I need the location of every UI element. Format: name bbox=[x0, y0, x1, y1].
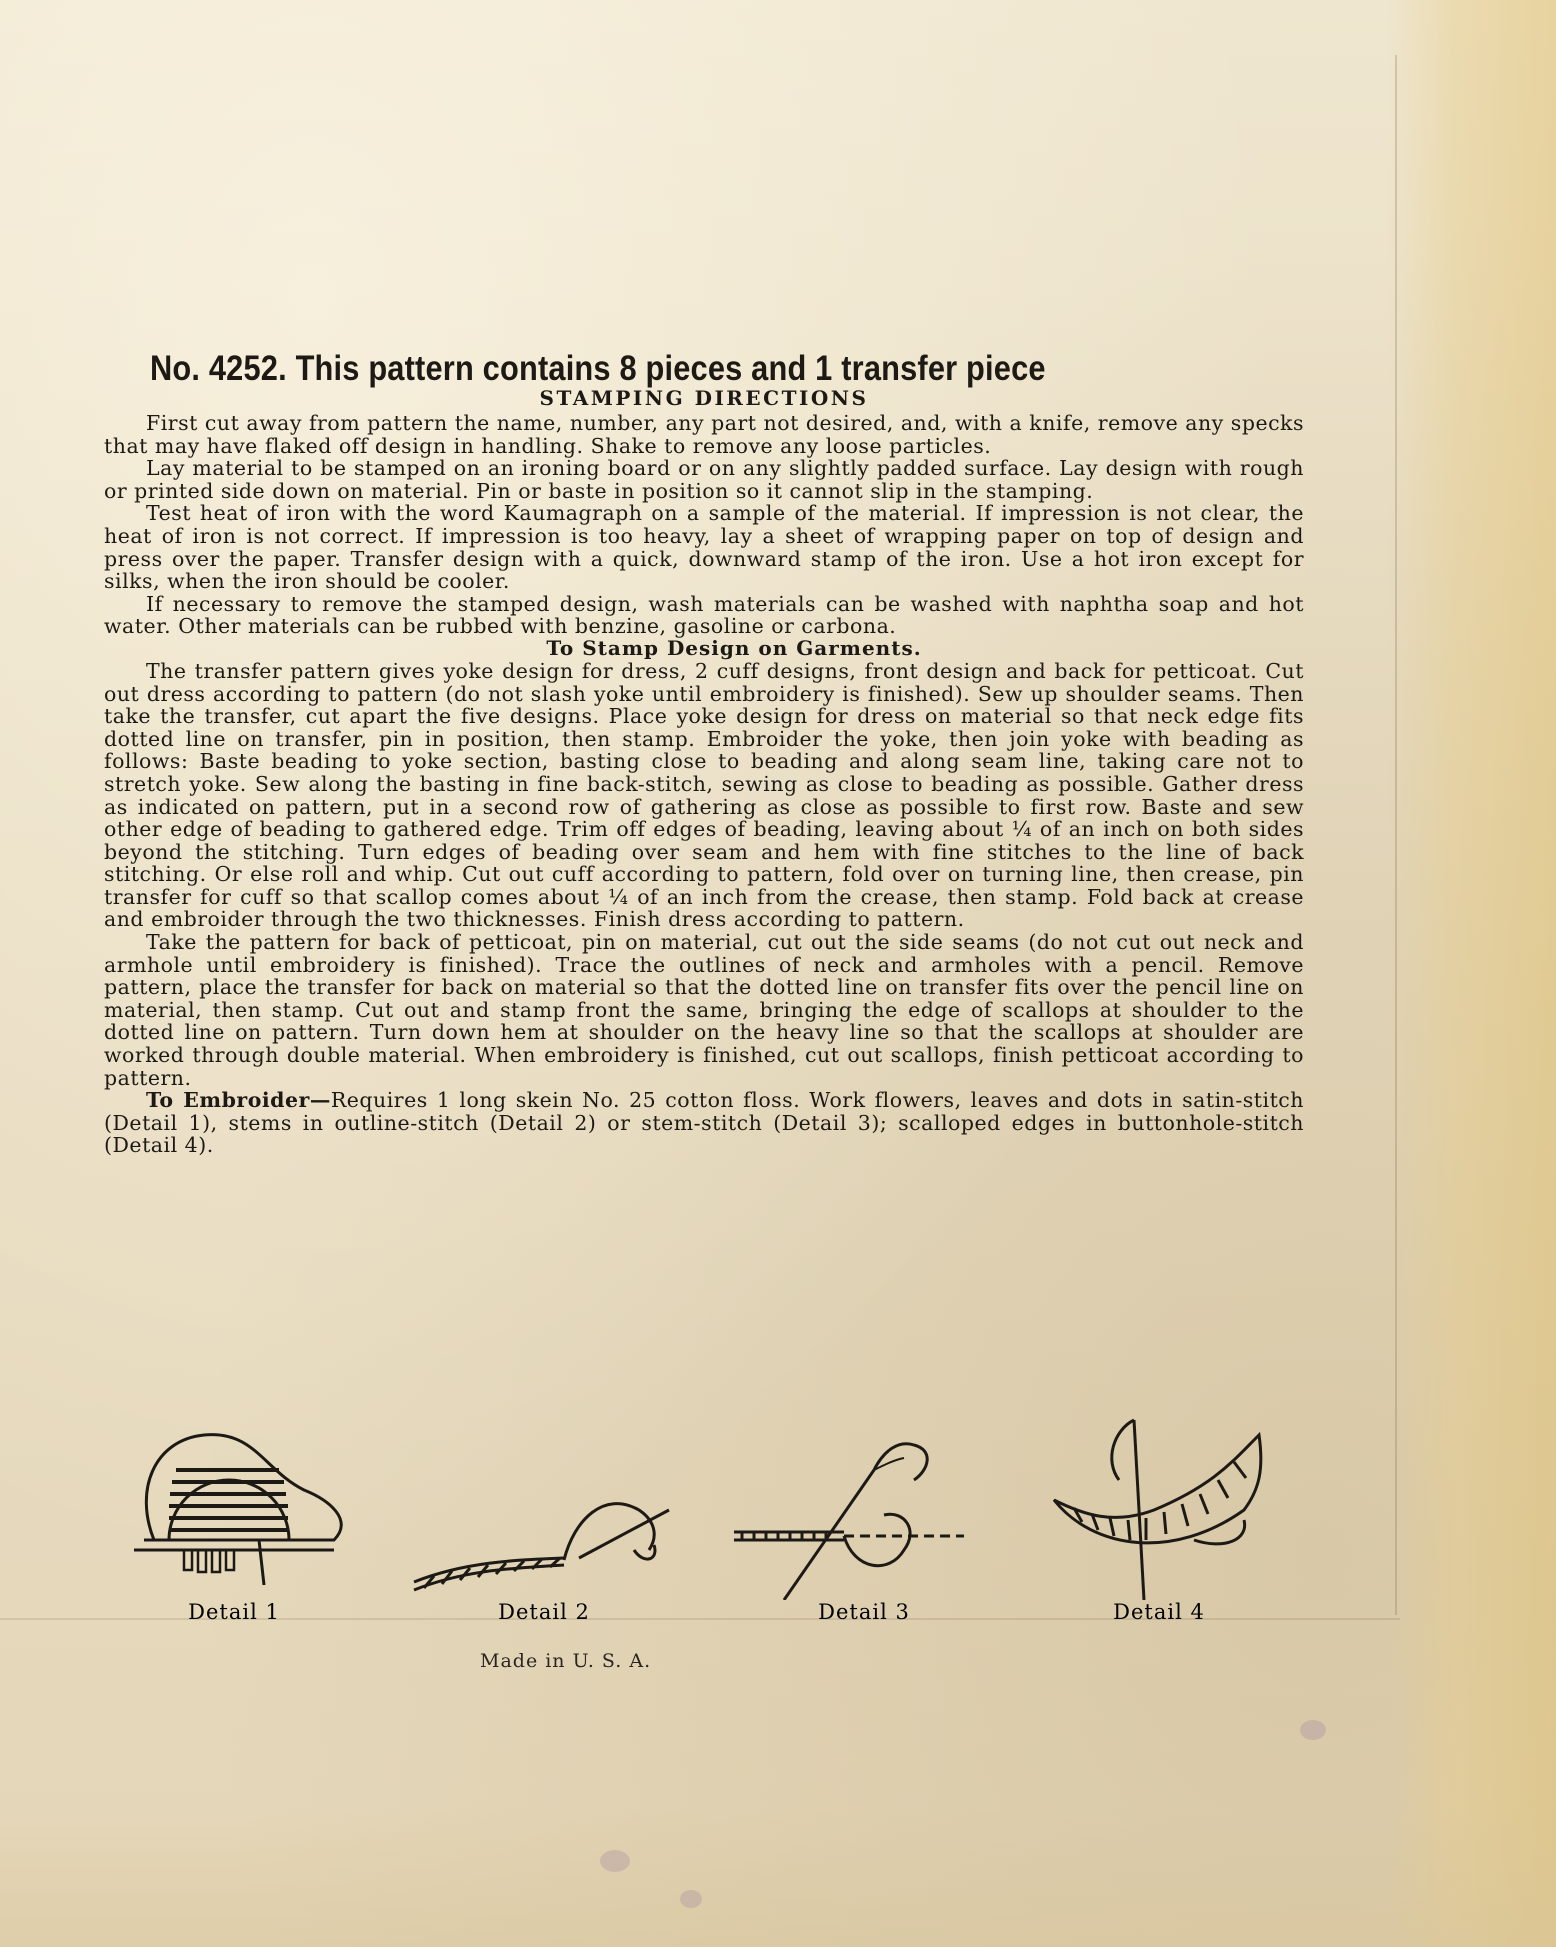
detail-2-label: Detail 2 bbox=[498, 1600, 590, 1624]
fold-line-vertical bbox=[1395, 55, 1397, 1615]
detail-3-label: Detail 3 bbox=[818, 1600, 910, 1624]
bottom-edge-wear bbox=[0, 1807, 1556, 1947]
paragraph-cut-away: First cut away from pattern the name, number, any part not desired, and, with a knife, remove any specks that may have flaked off design in handling. Shake to remove any loose particles. bbox=[104, 411, 1304, 458]
satin-stitch-icon bbox=[114, 1400, 354, 1600]
stitch-details bbox=[104, 1400, 1304, 1660]
stamp-on-garments-heading: To Stamp Design on Garments. bbox=[546, 635, 922, 660]
paragraph-petticoat: Take the pattern for back of petticoat, pin on material, cut out the side seams (do not cut out neck and armhole until embroidery is finished). Trace the outlines of neck and armholes with a pencil. Remove pattern, place the transfer for back on material so that the dotted line on transfer fits over the pencil line on material, then stamp. Cut out and stamp front the same, bringing the edge of scallops at shoulder to the dotted line on pattern. Turn down hem at shoulder on the heavy line so that the scallops at shoulder are worked through double material. When embroidery is finished, cut out scallops, finish petticoat according to pattern. bbox=[104, 930, 1304, 1090]
embroider-text: Requires 1 long skein No. 25 cotton floss. Work flowers, leaves and dots in satin-stitch (Detail 1), stems in outline-stitch (Detail 2) or stem-stitch (Detail 3); scalloped edges in buttonhole-stitch (Detail 4). bbox=[104, 1088, 1304, 1158]
paragraph-remove-design: If necessary to remove the stamped design, wash materials can be washed with naphtha soap and hot water. Other materials can be rubbed with benzine, gasoline or carbona. bbox=[104, 591, 1304, 639]
buttonhole-stitch-icon bbox=[1034, 1400, 1284, 1600]
stem-stitch-icon bbox=[734, 1400, 994, 1600]
pattern-title: No. 4252. This pattern contains 8 pieces and 1 transfer piece bbox=[150, 349, 1046, 388]
embroider-label: To Embroider— bbox=[146, 1088, 331, 1113]
paragraph-lay-material: Lay material to be stamped on an ironing board or on any slightly padded surface. Lay design with rough or printed side down on material. Pin or baste in position so it cannot slip in the stamping. bbox=[104, 456, 1304, 503]
outline-stitch-icon bbox=[404, 1400, 684, 1600]
instructions-text bbox=[104, 348, 1304, 1157]
made-in-usa: Made in U. S. A. bbox=[480, 1650, 652, 1672]
paragraph-test-heat: Test heat of iron with the word Kaumagraph on a sample of the material. If impression is not clear, the heat of iron is not correct. If impression is too heavy, lay a sheet of wrapping paper on top of design and press over the paper. Transfer design with a quick, downward stamp of the iron. Use a hot iron except for silks, when the iron should be cooler. bbox=[104, 501, 1304, 594]
ink-stain bbox=[680, 1890, 702, 1908]
tape-stain bbox=[1386, 0, 1556, 1947]
detail-1-label: Detail 1 bbox=[188, 1600, 280, 1624]
ink-stain bbox=[600, 1850, 630, 1872]
paragraph-embroider bbox=[104, 1089, 1304, 1157]
detail-1 bbox=[114, 1400, 354, 1624]
detail-4 bbox=[1034, 1400, 1284, 1624]
stamping-directions-heading: STAMPING DIRECTIONS bbox=[539, 386, 869, 410]
detail-3 bbox=[734, 1400, 994, 1624]
detail-2 bbox=[404, 1400, 684, 1624]
paragraph-dress: The transfer pattern gives yoke design for dress, 2 cuff designs, front design and back for petticoat. Cut out dress according to pattern (do not slash yoke until embroidery is finished). Sew up shoulder seams. Then take the transfer, cut apart the five designs. Place yoke design for dress on material so that neck edge fits dotted line on transfer, pin in position, then stamp. Embroider the yoke, then join yoke with beading as follows: Baste beading to yoke section, basting close to beading and along seam line, taking care not to stretch yoke. Sew along the basting in fine back-stitch, sewing as close to beading as possible. Gather dress as indicated on pattern, put in a second row of gathering as close as possible to first row. Baste and sew other edge of beading to gathered edge. Trim off edges of beading, leaving about ¼ of an inch on both sides beyond the stitching. Turn edges of beading over seam and hem with fine stitches to the line of back stitching. Or else roll and whip. Cut out cuff according to pattern, fold over on turning line, then crease, pin transfer for cuff so that scallop comes about ¼ of an inch from the crease, then stamp. Fold back at crease and embroider through the two thicknesses. Finish dress according to pattern. bbox=[104, 658, 1304, 932]
detail-4-label: Detail 4 bbox=[1113, 1600, 1205, 1624]
ink-stain bbox=[1300, 1720, 1326, 1740]
